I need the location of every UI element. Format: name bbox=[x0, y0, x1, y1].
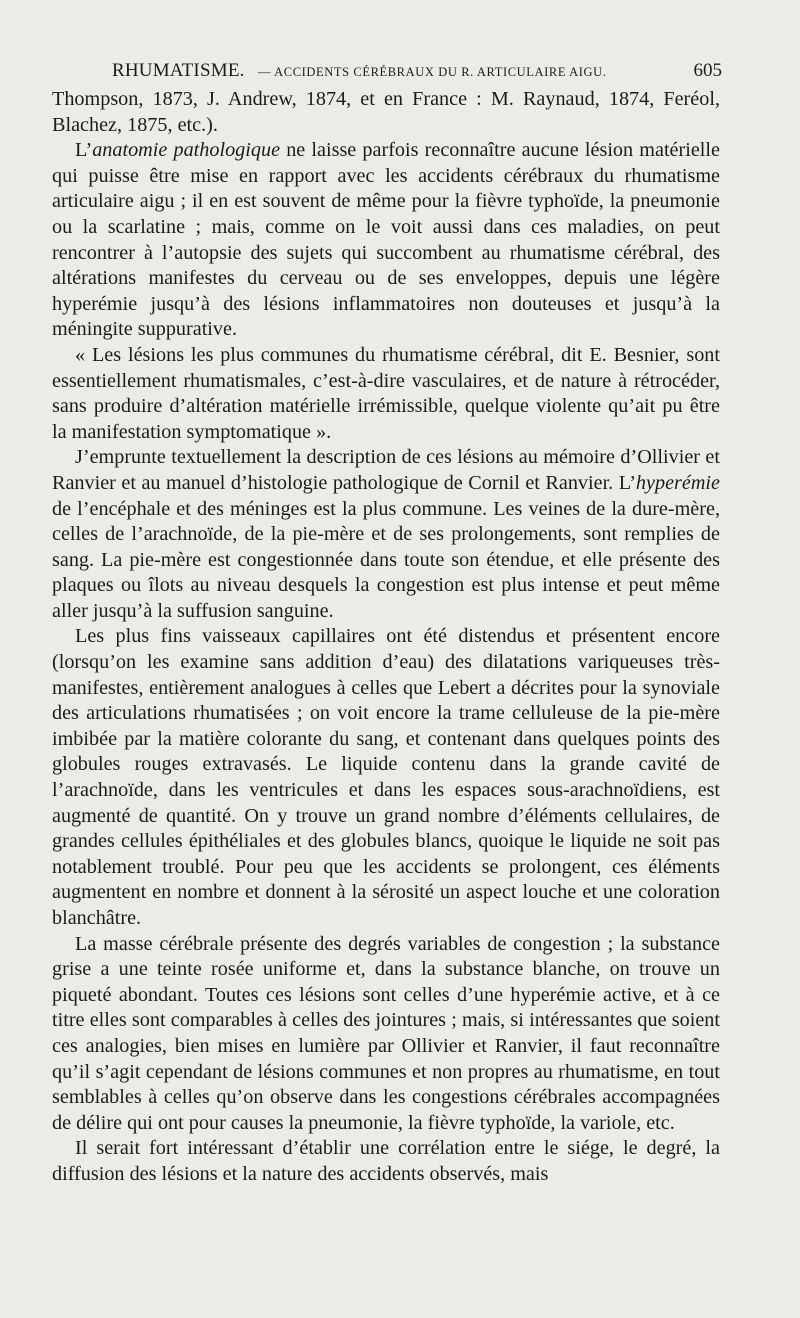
paragraph: Il serait fort intéressant d’établir une corrélation entre le siége, le degré, la diffusion des lésions et la nature des accidents observés, mais bbox=[52, 1137, 720, 1185]
emphasis: anatomie pathologique bbox=[92, 139, 281, 162]
emphasis: hyperémie bbox=[635, 471, 720, 494]
paragraph-text: de l’encéphale et des méninges est la plus commune. Les veines de la dure-mère, celles de l’arachnoïde, de la pie-mère et de ses prolongements, sont remplies de sang. La pie-mère est congestionnée dans toute son étendue, et elle présente des plaques ou îlots au niveau desquels la congestion est plus intense et peut même aller jusqu’à la suffusion sanguine. bbox=[52, 497, 720, 622]
header-title: RHUMATISME. bbox=[112, 60, 245, 81]
header-running-title: — ACCIDENTS CÉRÉBRAUX DU R. ARTICULAIRE AIGU. bbox=[258, 65, 607, 79]
paragraph: La masse cérébrale présente des degrés variables de congestion ; la substance grise a une teinte rosée uniforme et, dans la substance blanche, on trouve un piqueté abondant. Toutes ces lésions sont celles d’une hyperémie active, et à ce titre elles sont comparables à celles des jointures ; mais, si intéressantes que soient ces analogies, bien mises en lumière par Ollivier et Ranvier, il faut reconnaître qu’il s’agit cependant de lésions communes et non propres au rhumatisme, en tout semblables à celles qu’on observe dans les congestions cérébrales accompagnées de délire qui ont pour causes la pneumonie, la fièvre typhoïde, la variole, etc. bbox=[52, 932, 720, 1134]
paragraph-text: ne laisse parfois reconnaître aucune lésion matérielle qui puisse être mise en rapport avec les accidents cérébraux du rhumatisme articulaire aigu ; il en est souvent de même pour la fièvre typhoïde, la pneumonie ou la scarlatine ; mais, comme on le voit aussi dans ces maladies, on peut rencontrer à l’autopsie des sujets qui succombent au rhumatisme cérébral, des altérations manifestes du cerveau ou de ses enveloppes, depuis une légère hyperémie jusqu’à des lésions inflammatoires non douteuses et jusqu’à la méningite suppurative. bbox=[52, 139, 720, 341]
paragraph-text: J’emprunte textuellement la description de ces lésions au mémoire d’Ollivier et Ranvier et au manuel d’histologie pathologique de Cornil et Ranvier. L’ bbox=[52, 446, 720, 494]
paragraph: « Les lésions les plus communes du rhumatisme cérébral, dit E. Besnier, sont essentiellement rhumatismales, c’est-à-dire vasculaires, et de nature à rétrocéder, sans produire d’altération matérielle irrémissible, quelque violente qu’ait pu être la manifestation symptomatique ». bbox=[52, 343, 720, 443]
page-number: 605 bbox=[693, 60, 722, 81]
paragraph bbox=[52, 138, 720, 343]
paragraph: Thompson, 1873, J. Andrew, 1874, et en France : M. Raynaud, 1874, Feréol, Blachez, 1875, etc.). bbox=[52, 88, 720, 136]
paragraph bbox=[52, 445, 720, 624]
running-header bbox=[112, 58, 722, 84]
page-body bbox=[52, 87, 720, 1188]
paragraph-prefix: L’ bbox=[75, 139, 93, 162]
paragraph: Les plus fins vaisseaux capillaires ont été distendus et présentent encore (lorsqu’on les examine sans addition d’eau) des dilatations variqueuses très-manifestes, entièrement analogues à celles que Lebert a décrites pour la synoviale des articulations rhumatisées ; on voit encore la trame celluleuse de la pie-mère imbibée par la matière colorante du sang, et contenant dans quelques points des globules rouges extravasés. Le liquide contenu dans la grande cavité de l’arachnoïde, dans les ventricules et dans les espaces sous-arachnoïdiens, est augmenté de quantité. On y trouve un grand nombre d’éléments cellulaires, de grandes cellules épithéliales et des globules blancs, quoique le liquide ne soit pas notablement troublé. Pour peu que les accidents se prolongent, ces éléments augmentent en nombre et donnent à la sérosité un aspect louche et une coloration blanchâtre. bbox=[52, 625, 720, 929]
